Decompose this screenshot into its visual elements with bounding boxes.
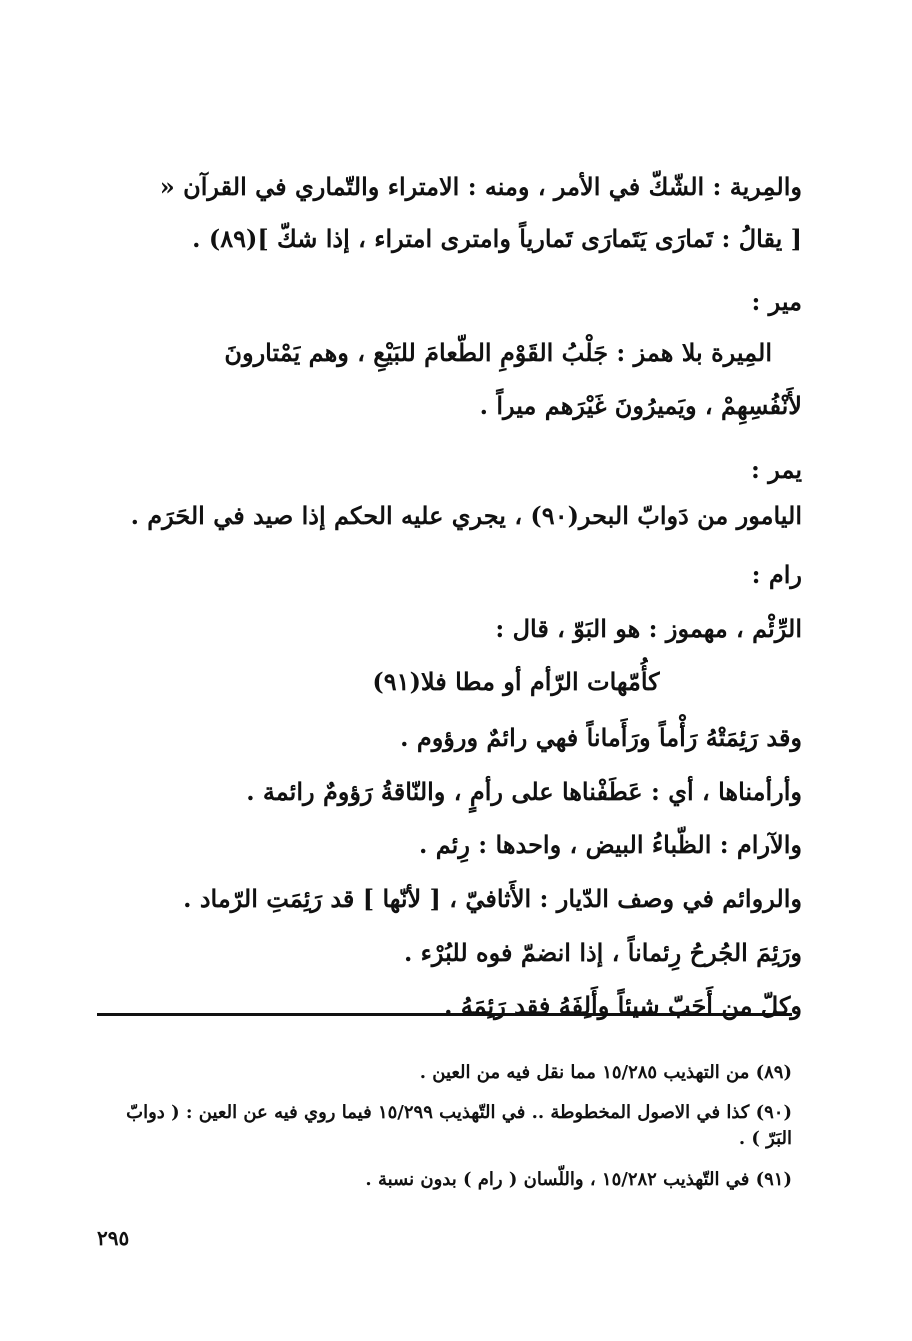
footnote-89: (٨٩) من التهذيب ١٥/٢٨٥ مما نقل فيه من العين .	[419, 1062, 792, 1083]
text-line: ورَئِمَ الجُرحُ رِئماناً ، إذا انضمّ فوه للبُرْء .	[403, 938, 802, 967]
footnote-91: (٩١) في التّهذيب ١٥/٢٨٢ ، واللّسان ( رام ) بدون نسبة .	[365, 1169, 792, 1190]
text-line: والمِرية : الشّكّ في الأمر ، ومنه : الامتراء والتّماري في القرآن «	[159, 172, 802, 201]
text-line: المِيرة بلا همز : جَلْبُ القَوْمِ الطّعامَ للبَيْعِ ، وهم يَمْتارونَ	[224, 338, 772, 367]
footnote-90: (٩٠) كذا في الاصول المخطوطة .. في التّهذيب ١٥/٢٩٩ فيما روي فيه عن العين : ( دوابّ البَرّ ) .	[126, 1102, 792, 1149]
entry-heading-yamr: يمر :	[750, 455, 802, 484]
footnote-divider	[97, 1013, 792, 1016]
text-line: اليامور من دَوابّ البحر(٩٠) ، يجري عليه الحكم إذا صيد في الحَرَم .	[130, 501, 802, 530]
poetry-verse: كأُمّهات الرّأم أو مطا فلا(٩١)	[372, 667, 660, 696]
page-number: ٢٩٥	[97, 1226, 130, 1250]
text-line: وكلّ من أَحَبّ شيئاً وأَلِفَهُ فقد رَئِمَهُ .	[444, 991, 802, 1020]
text-line: الرِّئْم ، مهموز : هو البَوّ ، قال :	[495, 614, 802, 643]
entry-heading-mir: مير :	[751, 287, 802, 316]
entry-heading-ram: رام :	[751, 560, 802, 589]
text-line: والآرام : الظّباءُ البيض ، واحدها : رِئم .	[418, 830, 802, 859]
text-line: والروائم في وصف الدّيار : الأَثافيّ ، [ لأنّها ] قد رَئِمَتِ الرّماد .	[183, 884, 802, 913]
text-line: وأرأمناها ، أي : عَطَفْناها على رأمٍ ، والنّاقةُ رَؤومٌ رائمة .	[246, 777, 802, 806]
text-line: وقد رَئِمَتْهُ رَأْماً ورَأَماناً فهي رائمٌ ورؤوم .	[400, 723, 802, 752]
text-line: لأَنْفُسِهِمْ ، ويَميرُونَ غَيْرَهم ميراً .	[479, 391, 802, 420]
text-line: [ يقالُ : تَمارَى يَتَمارَى تَمارياً وامترى امتراء ، إذا شكّ ](٨٩) .	[192, 224, 802, 253]
